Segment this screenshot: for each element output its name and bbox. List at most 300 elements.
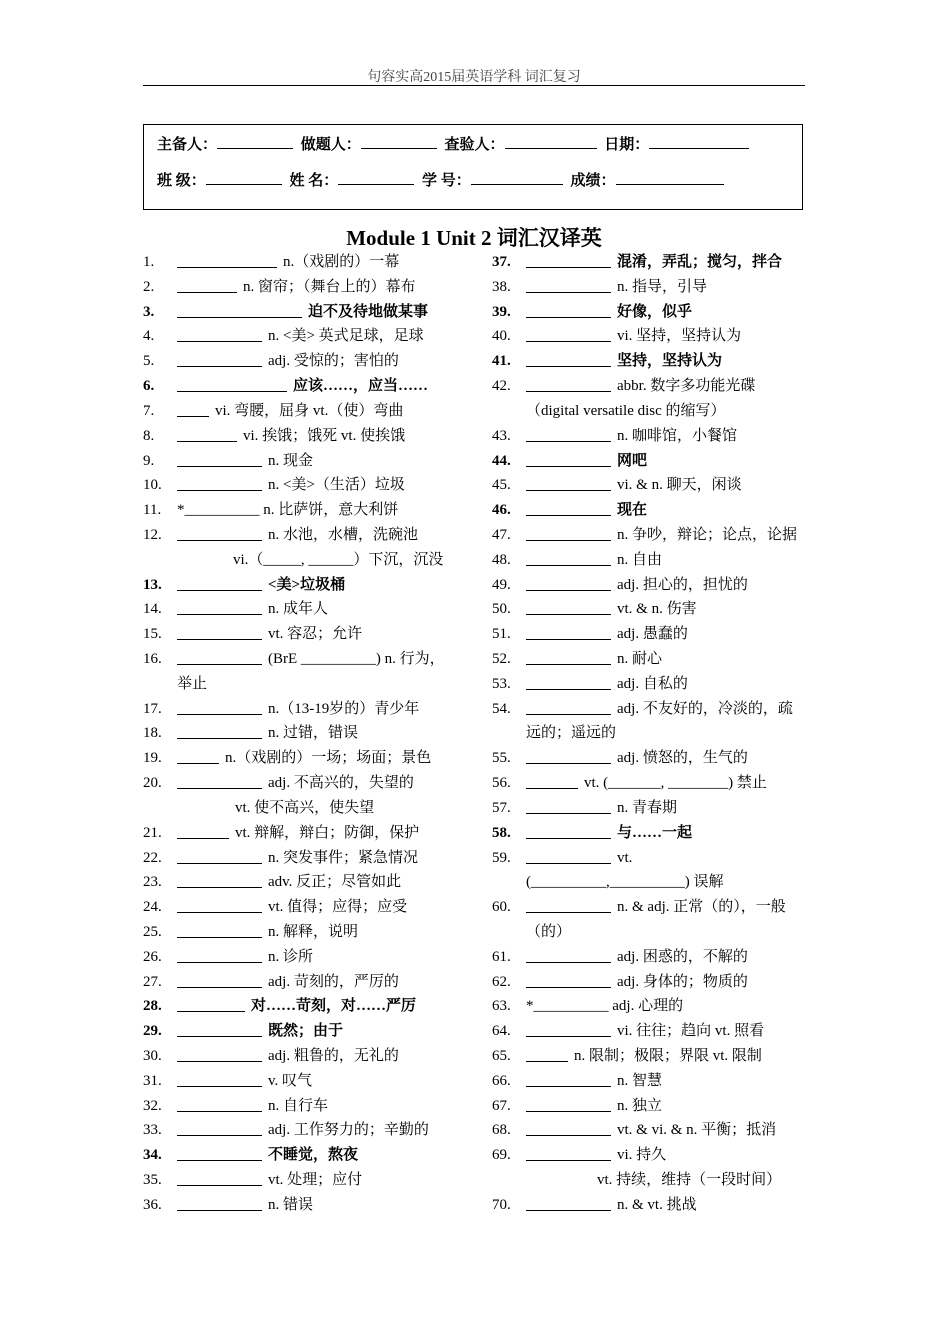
item-number: 55. xyxy=(492,750,511,767)
item-number: 48. xyxy=(492,551,511,568)
answer-blank[interactable] xyxy=(526,648,611,665)
answer-blank[interactable] xyxy=(177,1194,262,1211)
vocab-item xyxy=(143,1094,473,1119)
item-number: 21. xyxy=(143,824,162,841)
item-number: 3. xyxy=(143,303,155,320)
item-number: 15. xyxy=(143,626,162,643)
item-number: 25. xyxy=(143,923,162,940)
item-number: 39. xyxy=(492,303,511,320)
vocab-item xyxy=(492,498,812,523)
answer-blank[interactable] xyxy=(177,722,262,739)
item-number: 41. xyxy=(492,353,511,370)
answer-blank[interactable] xyxy=(526,301,611,318)
answer-blank[interactable] xyxy=(526,524,611,541)
item-number: 19. xyxy=(143,750,162,767)
vocab-item xyxy=(143,970,473,995)
answer-blank[interactable] xyxy=(526,772,578,789)
vocab-item xyxy=(492,349,812,374)
item-definition: 好像，似乎 xyxy=(617,303,693,320)
vocab-item xyxy=(143,473,473,498)
answer-blank[interactable] xyxy=(177,325,262,342)
answer-blank[interactable] xyxy=(526,598,611,615)
item-definition: adj. 苛刻的，严厉的 xyxy=(268,973,399,990)
item-number: 59. xyxy=(492,849,511,866)
vocab-item xyxy=(143,300,473,325)
item-definition: n. 解释，说明 xyxy=(268,923,359,940)
vocab-item xyxy=(143,771,473,796)
vocab-item xyxy=(492,374,812,399)
vocab-item xyxy=(492,821,812,846)
answer-blank[interactable] xyxy=(177,251,277,268)
item-number: 50. xyxy=(492,601,511,618)
answer-blank[interactable] xyxy=(177,1020,262,1037)
vocab-item xyxy=(492,523,812,548)
answer-blank[interactable] xyxy=(177,623,262,640)
vocab-item xyxy=(143,1019,473,1044)
answer-blank[interactable] xyxy=(177,524,262,541)
page-title: Module 1 Unit 2 词汇汉译英 xyxy=(346,226,602,250)
answer-blank[interactable] xyxy=(177,301,302,318)
item-definition: n. 错误 xyxy=(268,1196,314,1213)
item-number: 22. xyxy=(143,849,162,866)
item-definition: (__________,__________) 误解 xyxy=(526,874,724,891)
item-definition: vi. & n. 聊天，闲谈 xyxy=(617,477,742,494)
answer-blank[interactable] xyxy=(526,1070,611,1087)
item-definition: v. 叹气 xyxy=(268,1072,313,1089)
item-definition: adj. 不友好的，冷淡的，疏 xyxy=(617,700,793,717)
item-number: 53. xyxy=(492,675,511,692)
item-number: 66. xyxy=(492,1072,511,1089)
answer-blank[interactable] xyxy=(526,574,611,591)
vocab-item xyxy=(492,275,812,300)
item-number: 16. xyxy=(143,651,162,667)
answer-blank[interactable] xyxy=(177,698,262,715)
item-definition: n.（13-19岁的）青少年 xyxy=(268,700,420,717)
item-number: 54. xyxy=(492,700,511,717)
vocab-item xyxy=(492,1044,812,1069)
vocab-item xyxy=(492,945,812,970)
item-definition: n. 指导，引导 xyxy=(617,278,708,295)
info-blank[interactable] xyxy=(338,170,414,185)
vocab-item xyxy=(143,746,473,771)
item-number: 35. xyxy=(143,1172,162,1189)
vocab-item xyxy=(492,796,812,821)
answer-blank[interactable] xyxy=(526,350,611,367)
answer-blank[interactable] xyxy=(526,276,611,293)
answer-blank[interactable] xyxy=(526,747,611,764)
answer-blank[interactable] xyxy=(526,325,611,342)
vocab-item xyxy=(492,573,812,598)
answer-blank[interactable] xyxy=(526,971,611,988)
item-definition: vt. & n. 伤害 xyxy=(617,601,697,618)
vocab-item xyxy=(143,424,473,449)
item-definition: n. <美>（生活）垃圾 xyxy=(268,477,405,494)
vocab-item-continuation xyxy=(492,1168,812,1193)
item-number: 52. xyxy=(492,651,511,667)
item-number: 33. xyxy=(143,1122,162,1139)
answer-blank[interactable] xyxy=(526,1020,611,1037)
answer-blank[interactable] xyxy=(177,1045,262,1062)
vocab-item xyxy=(143,1193,473,1218)
vocab-item xyxy=(143,945,473,970)
item-number: 64. xyxy=(492,1023,511,1040)
item-number: 43. xyxy=(492,427,511,444)
item-number: 60. xyxy=(492,899,511,916)
item-definition: n. 争吵，辩论；论点，论据 xyxy=(617,526,798,543)
vocab-item xyxy=(492,548,812,573)
answer-blank[interactable] xyxy=(177,375,287,392)
item-definition: 远的；遥远的 xyxy=(526,725,617,742)
answer-blank[interactable] xyxy=(177,1119,262,1136)
vocab-item xyxy=(143,697,473,722)
vocab-item xyxy=(492,697,812,722)
vocab-item xyxy=(143,573,473,598)
answer-blank[interactable] xyxy=(526,946,611,963)
item-number: 62. xyxy=(492,973,511,990)
info-label: 做题人： xyxy=(300,137,361,153)
item-definition: 坚持，坚持认为 xyxy=(617,353,723,370)
vocab-item xyxy=(143,597,473,622)
item-definition: vt. (_______, ________) 禁止 xyxy=(584,775,767,792)
item-definition: n.（戏剧的）一场；场面；景色 xyxy=(225,750,432,767)
item-number: 12. xyxy=(143,526,162,543)
item-definition: n. 诊所 xyxy=(268,948,314,965)
info-label: 成绩： xyxy=(570,173,616,189)
item-definition: 混淆，弄乱；搅匀，拌合 xyxy=(617,254,783,270)
answer-blank[interactable] xyxy=(177,276,237,293)
vocab-item xyxy=(143,846,473,871)
vocab-item xyxy=(143,374,473,399)
vocab-item xyxy=(492,1118,812,1143)
item-number: 58. xyxy=(492,824,511,841)
vocab-item xyxy=(492,324,812,349)
item-definition: n. 耐心 xyxy=(617,651,663,667)
answer-blank[interactable] xyxy=(177,847,262,864)
item-definition: vt. 使不高兴，使失望 xyxy=(235,799,375,816)
answer-blank[interactable] xyxy=(177,1169,262,1186)
vocab-item xyxy=(492,622,812,647)
vocab-item xyxy=(143,250,473,275)
page-header: 句容实高2015届英语学科 词汇复习 xyxy=(367,70,581,85)
answer-blank[interactable] xyxy=(177,822,229,839)
item-number: 4. xyxy=(143,328,155,345)
vocab-item-continuation xyxy=(143,796,473,821)
item-number: 29. xyxy=(143,1023,162,1040)
item-definition: adj. 身体的；物质的 xyxy=(617,973,748,990)
vocab-item xyxy=(492,473,812,498)
item-definition: vt. 容忍；允许 xyxy=(268,626,363,643)
info-blank[interactable] xyxy=(206,170,282,185)
answer-blank[interactable] xyxy=(177,772,262,789)
answer-blank[interactable] xyxy=(177,995,245,1012)
answer-blank[interactable] xyxy=(177,871,262,888)
item-number: 28. xyxy=(143,998,162,1015)
info-label: 姓 名： xyxy=(289,173,339,189)
item-definition: adj. 愤怒的，生气的 xyxy=(617,750,748,767)
vocab-item xyxy=(492,672,812,697)
item-number: 5. xyxy=(143,353,155,370)
item-number: 63. xyxy=(492,998,511,1015)
vocab-item-continuation xyxy=(143,672,473,697)
answer-blank[interactable] xyxy=(177,747,219,764)
vocab-item xyxy=(492,746,812,771)
answer-blank[interactable] xyxy=(526,698,611,715)
item-definition: adj. 粗鲁的，无礼的 xyxy=(268,1048,399,1064)
item-number: 37. xyxy=(492,254,511,270)
answer-blank[interactable] xyxy=(526,375,611,392)
item-definition: adj. 愚蠢的 xyxy=(617,626,688,643)
answer-blank[interactable] xyxy=(177,474,262,491)
item-definition: n.（戏剧的）一幕 xyxy=(283,254,400,270)
answer-blank[interactable] xyxy=(526,1095,611,1112)
header-rule xyxy=(143,85,805,86)
item-definition: adv. 反正；尽管如此 xyxy=(268,874,402,891)
item-definition: n. <美> 英式足球，足球 xyxy=(268,328,424,345)
info-label: 学 号： xyxy=(422,173,471,189)
item-number: 24. xyxy=(143,899,162,916)
item-number: 49. xyxy=(492,576,511,593)
item-definition: (BrE __________) n. 行为， xyxy=(268,651,445,667)
item-definition: n. 窗帘；（舞台上的）幕布 xyxy=(243,278,416,295)
item-number: 10. xyxy=(143,477,162,494)
vocab-item xyxy=(143,498,473,523)
vocab-item xyxy=(143,994,473,1019)
item-number: 7. xyxy=(143,402,155,419)
item-number: 44. xyxy=(492,452,511,469)
item-definition: n. 咖啡馆，小餐馆 xyxy=(617,427,738,444)
item-number: 36. xyxy=(143,1196,162,1213)
vocab-item xyxy=(143,1143,473,1168)
info-label: 班 级： xyxy=(157,173,206,189)
info-row-1 xyxy=(157,133,749,154)
answer-blank[interactable] xyxy=(526,1045,568,1062)
vocab-item xyxy=(143,349,473,374)
item-definition: n. 突发事件；紧急情况 xyxy=(268,849,419,866)
vocab-column-left xyxy=(143,250,473,1218)
vocab-item-continuation xyxy=(492,870,812,895)
item-definition: 不睡觉，熬夜 xyxy=(268,1147,359,1164)
item-number: 13. xyxy=(143,576,162,593)
answer-blank[interactable] xyxy=(526,1144,611,1161)
item-number: 67. xyxy=(492,1097,511,1114)
answer-blank[interactable] xyxy=(177,400,209,417)
item-definition: vi. 坚持，坚持认为 xyxy=(617,328,742,345)
vocab-item-continuation xyxy=(492,721,812,746)
item-definition: n. 过错，错误 xyxy=(268,725,359,742)
vocab-item xyxy=(143,647,473,672)
item-number: 26. xyxy=(143,948,162,965)
item-number: 14. xyxy=(143,601,162,618)
item-definition: 现在 xyxy=(617,502,648,519)
item-definition: n. 智慧 xyxy=(617,1072,663,1089)
item-number: 68. xyxy=(492,1122,511,1139)
answer-blank[interactable] xyxy=(526,474,611,491)
info-label: 日期： xyxy=(604,137,650,153)
item-definition: vi.（_____, ______）下沉，沉没 xyxy=(233,551,444,568)
item-definition: vt. & vi. & n. 平衡；抵消 xyxy=(617,1122,777,1139)
item-definition: vi. 弯腰，屈身 vt.（使）弯曲 xyxy=(215,402,404,419)
item-definition: 与……一起 xyxy=(617,824,693,841)
item-definition: 应该……，应当…… xyxy=(293,378,429,395)
item-definition: 既然；由于 xyxy=(268,1023,344,1040)
item-definition: 举止 xyxy=(177,675,208,692)
vocab-item xyxy=(492,1019,812,1044)
item-number: 6. xyxy=(143,378,155,395)
item-number: 46. xyxy=(492,502,511,519)
item-definition: vt. 值得；应得；应受 xyxy=(268,899,408,916)
answer-blank[interactable] xyxy=(526,1194,611,1211)
item-definition: n. & adj. 正常（的），一般 xyxy=(617,899,786,916)
vocab-item xyxy=(143,275,473,300)
answer-blank[interactable] xyxy=(177,598,262,615)
answer-blank[interactable] xyxy=(177,350,262,367)
vocab-item xyxy=(492,970,812,995)
answer-blank[interactable] xyxy=(526,847,611,864)
item-definition: adj. 困惑的，不解的 xyxy=(617,948,748,965)
info-box xyxy=(143,124,803,210)
item-definition: adj. 自私的 xyxy=(617,675,688,692)
item-number: 8. xyxy=(143,427,155,444)
answer-blank[interactable] xyxy=(177,425,237,442)
vocab-item xyxy=(143,895,473,920)
vocab-item xyxy=(492,647,812,672)
vocab-item xyxy=(492,1069,812,1094)
item-number: 32. xyxy=(143,1097,162,1114)
answer-blank[interactable] xyxy=(526,251,611,268)
info-blank[interactable] xyxy=(471,170,563,185)
item-definition: vt. 持续，维持（一段时间） xyxy=(597,1172,782,1189)
answer-blank[interactable] xyxy=(526,896,611,913)
vocab-item xyxy=(143,1168,473,1193)
answer-blank[interactable] xyxy=(526,623,611,640)
vocab-item xyxy=(492,895,812,920)
answer-blank[interactable] xyxy=(526,1119,611,1136)
vocab-item xyxy=(492,424,812,449)
item-definition: 网吧 xyxy=(617,452,648,469)
answer-blank[interactable] xyxy=(526,673,611,690)
info-blank[interactable] xyxy=(505,134,597,149)
item-definition: <美>垃圾桶 xyxy=(268,576,346,593)
item-definition: n. 独立 xyxy=(617,1097,663,1114)
item-number: 47. xyxy=(492,526,511,543)
vocab-item xyxy=(492,846,812,871)
item-number: 56. xyxy=(492,775,511,792)
vocab-item xyxy=(143,821,473,846)
vocab-item-continuation xyxy=(492,920,812,945)
item-number: 18. xyxy=(143,725,162,742)
vocab-item xyxy=(492,597,812,622)
answer-blank[interactable] xyxy=(177,574,262,591)
item-definition: adj. 担心的，担忧的 xyxy=(617,576,748,593)
item-definition: n. 自由 xyxy=(617,551,663,568)
vocab-item xyxy=(143,920,473,945)
item-definition: vt. 处理；应付 xyxy=(268,1172,363,1189)
vocab-item-continuation xyxy=(492,399,812,424)
item-definition: vt. 辩解，辩白；防御，保护 xyxy=(235,824,420,841)
item-definition: vi. 往往；趋向 vt. 照看 xyxy=(617,1023,765,1040)
answer-blank[interactable] xyxy=(526,549,611,566)
vocab-item xyxy=(143,324,473,349)
item-number: 27. xyxy=(143,973,162,990)
item-number: 65. xyxy=(492,1048,511,1064)
answer-blank[interactable] xyxy=(177,946,262,963)
item-number: 61. xyxy=(492,948,511,965)
answer-blank[interactable] xyxy=(177,921,262,938)
info-blank[interactable] xyxy=(361,134,437,149)
item-number: 9. xyxy=(143,452,155,469)
item-number: 2. xyxy=(143,278,155,295)
vocab-item xyxy=(143,870,473,895)
answer-blank[interactable] xyxy=(177,450,262,467)
vocab-item-continuation xyxy=(143,548,473,573)
vocab-column-right xyxy=(492,250,812,1218)
vocab-item xyxy=(492,994,812,1019)
vocab-item xyxy=(143,622,473,647)
vocab-item xyxy=(492,250,812,275)
vocab-item xyxy=(492,771,812,796)
item-number: 23. xyxy=(143,874,162,891)
answer-blank[interactable] xyxy=(177,971,262,988)
vocab-item xyxy=(143,523,473,548)
item-number: 42. xyxy=(492,378,511,395)
answer-blank[interactable] xyxy=(526,797,611,814)
item-definition: vt. xyxy=(617,849,633,866)
info-label: 主备人： xyxy=(157,137,218,153)
vocab-item xyxy=(143,399,473,424)
item-number: 51. xyxy=(492,626,511,643)
vocab-item xyxy=(492,1094,812,1119)
item-definition: *__________ adj. 心理的 xyxy=(526,998,684,1015)
info-blank[interactable] xyxy=(616,170,724,185)
answer-blank[interactable] xyxy=(526,499,611,516)
item-definition: 对……苛刻，对……严厉 xyxy=(251,998,417,1015)
item-definition: adj. 受惊的；害怕的 xyxy=(268,353,399,370)
item-number: 57. xyxy=(492,799,511,816)
info-blank[interactable] xyxy=(217,134,293,149)
answer-blank[interactable] xyxy=(526,425,611,442)
item-number: 40. xyxy=(492,328,511,345)
item-number: 20. xyxy=(143,775,162,792)
info-blank[interactable] xyxy=(649,134,749,149)
answer-blank[interactable] xyxy=(526,822,611,839)
item-definition: *__________ n. 比萨饼，意大利饼 xyxy=(177,502,399,519)
item-definition: n. 水池，水槽，洗碗池 xyxy=(268,526,419,543)
vocab-item xyxy=(492,449,812,474)
answer-blank[interactable] xyxy=(177,648,262,665)
answer-blank[interactable] xyxy=(177,1070,262,1087)
answer-blank[interactable] xyxy=(177,1095,262,1112)
item-number: 34. xyxy=(143,1147,162,1164)
vocab-item xyxy=(492,1193,812,1218)
vocab-item xyxy=(492,300,812,325)
item-number: 38. xyxy=(492,278,511,295)
item-number: 45. xyxy=(492,477,511,494)
item-number: 1. xyxy=(143,254,155,270)
item-definition: vi. 持久 xyxy=(617,1147,667,1164)
item-number: 11. xyxy=(143,502,162,519)
item-number: 69. xyxy=(492,1147,511,1164)
vocab-item xyxy=(143,1069,473,1094)
item-definition: （的） xyxy=(526,923,572,940)
answer-blank[interactable] xyxy=(526,450,611,467)
item-number: 31. xyxy=(143,1072,162,1089)
item-definition: n. 自行车 xyxy=(268,1097,329,1114)
item-number: 30. xyxy=(143,1048,162,1064)
answer-blank[interactable] xyxy=(177,1144,262,1161)
vocab-item xyxy=(492,1143,812,1168)
info-row-2 xyxy=(157,169,724,190)
answer-blank[interactable] xyxy=(177,896,262,913)
